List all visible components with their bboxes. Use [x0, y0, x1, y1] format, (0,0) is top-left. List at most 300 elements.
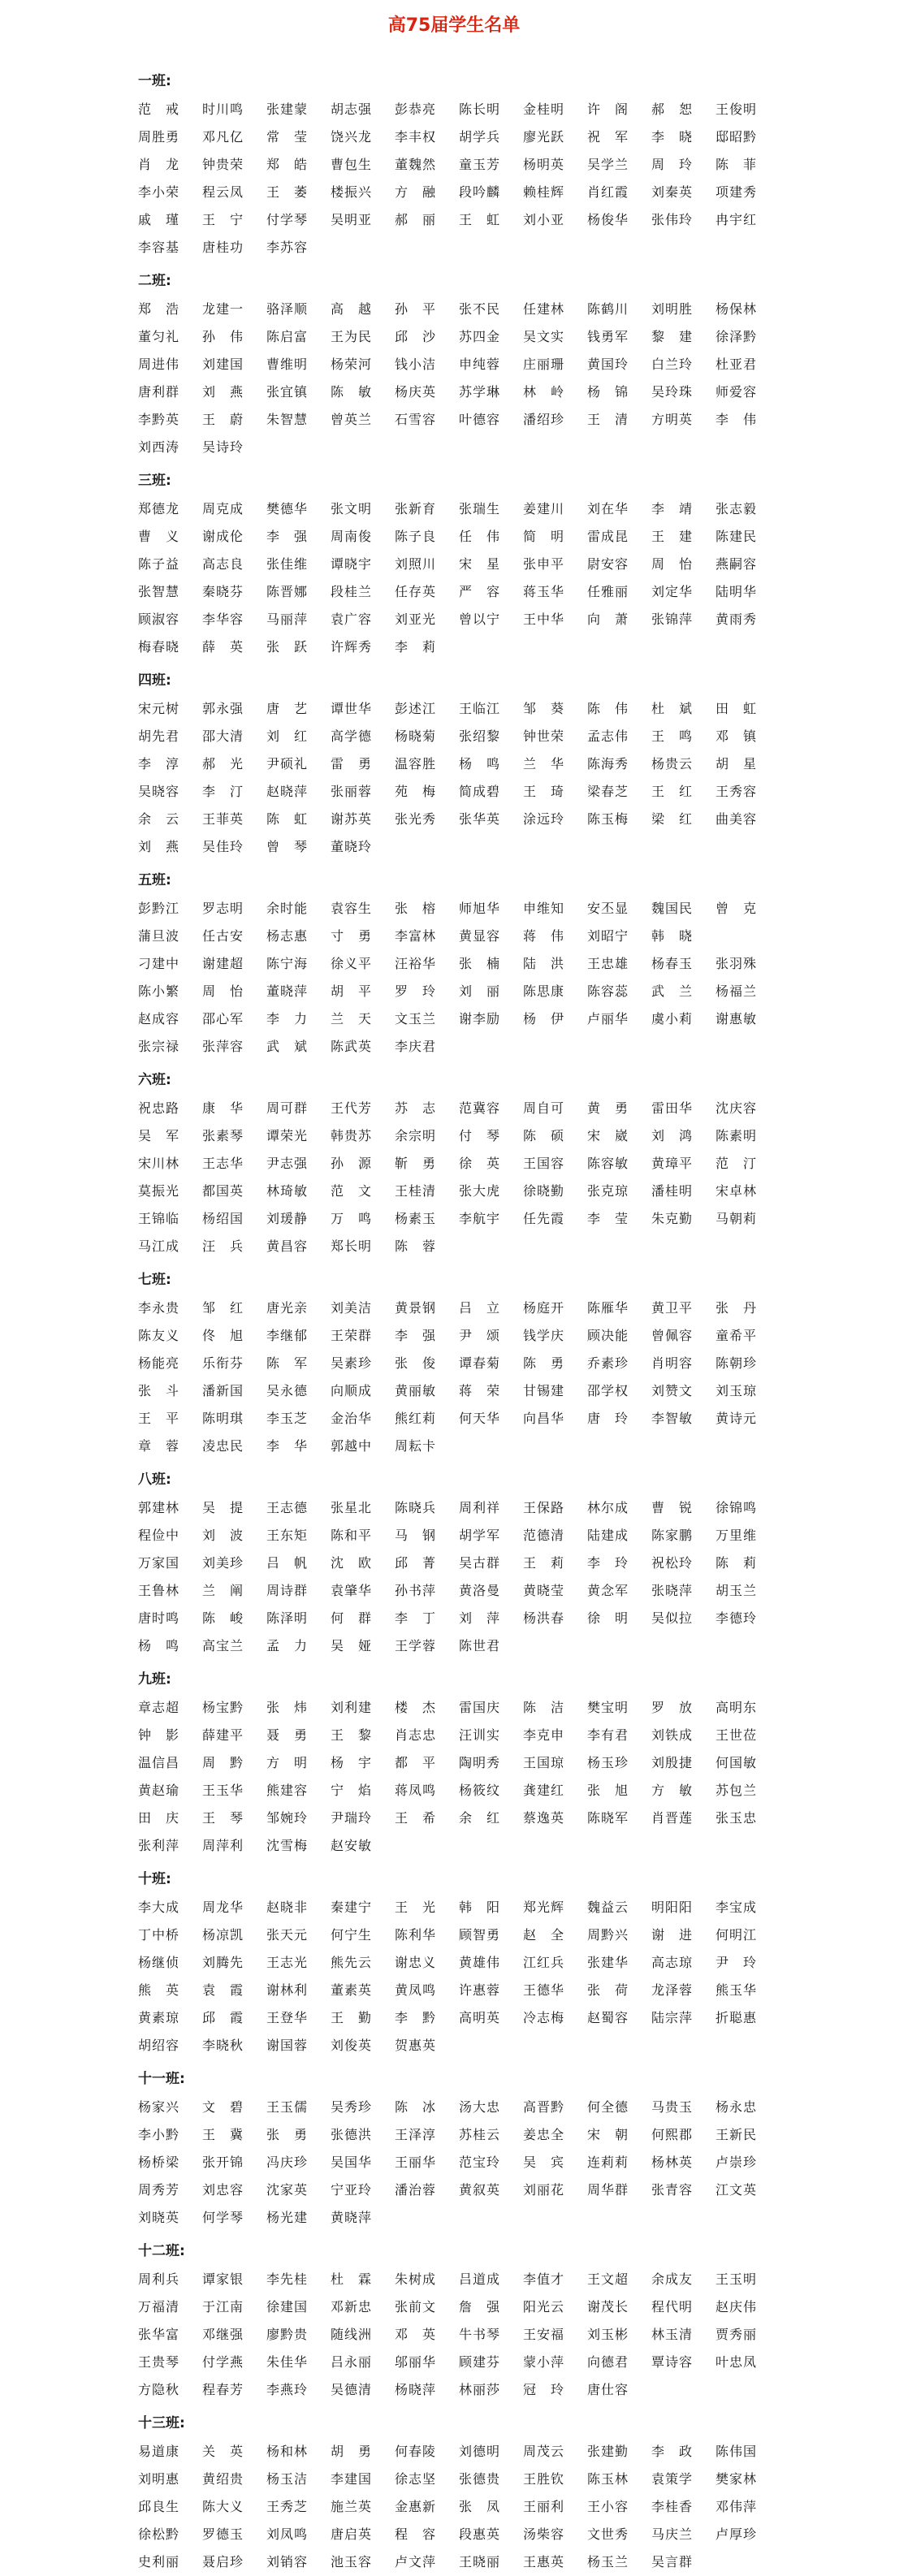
student-name: 张天元 — [266, 1927, 309, 1943]
student-name: 张伟玲 — [651, 212, 694, 227]
student-name: 吴似拉 — [651, 1610, 694, 1626]
student-name: 董晓萍 — [266, 983, 309, 999]
student-name: 王秀容 — [716, 784, 758, 799]
student-name: 王世莅 — [716, 1727, 758, 1743]
student-name: 袁肇华 — [331, 1583, 373, 1598]
student-name: 祝松玲 — [651, 1555, 694, 1571]
student-name: 贾秀丽 — [716, 2327, 758, 2342]
student-name: 雷成昆 — [587, 529, 629, 544]
student-name: 莫振光 — [138, 1183, 180, 1199]
student-name: 王 鸣 — [651, 728, 694, 744]
student-name: 万 鸣 — [331, 1211, 373, 1226]
student-name: 张锦萍 — [651, 612, 694, 627]
student-name: 武 兰 — [651, 983, 694, 999]
student-name: 张 勇 — [266, 2127, 309, 2142]
student-name: 邸昭黔 — [716, 129, 758, 145]
student-name: 陈 伟 — [587, 701, 629, 716]
student-name: 郝 恕 — [651, 102, 694, 117]
student-name: 陈子良 — [395, 529, 437, 544]
student-name: 黎 建 — [651, 329, 694, 344]
student-name: 杨玉珍 — [587, 1755, 629, 1770]
student-name: 王 萎 — [266, 184, 309, 200]
student-name: 黄念军 — [587, 1583, 629, 1598]
student-name: 宁 焰 — [331, 1783, 373, 1798]
student-name: 潘治蓉 — [395, 2182, 437, 2198]
student-name: 邱 沙 — [395, 329, 437, 344]
student-name: 陈武英 — [331, 1039, 373, 1054]
student-name: 谢苏英 — [331, 811, 373, 827]
student-name: 向昌华 — [523, 1411, 565, 1426]
student-name: 韩贵苏 — [331, 1128, 373, 1143]
student-name: 陈宁海 — [266, 956, 309, 971]
student-name: 程春芳 — [202, 2382, 244, 2397]
student-name: 刘俊英 — [331, 2038, 373, 2053]
student-name: 庄丽珊 — [523, 357, 565, 372]
student-grid — [138, 1095, 908, 1260]
class-list — [0, 44, 908, 2576]
student-name: 章 蓉 — [138, 1438, 180, 1454]
student-name: 李富林 — [395, 928, 437, 944]
student-name: 曾佩容 — [651, 1328, 694, 1343]
student-name: 杨庭开 — [523, 1300, 565, 1316]
student-name: 梅春晓 — [138, 639, 180, 655]
student-name: 金惠新 — [395, 2499, 437, 2514]
student-name: 陈 硕 — [523, 1128, 565, 1143]
student-name: 刘 红 — [266, 728, 309, 744]
student-name: 范德清 — [523, 1528, 565, 1543]
student-name: 温容胜 — [395, 756, 437, 772]
student-name: 杨春玉 — [651, 956, 694, 971]
student-name: 靳 勇 — [395, 1156, 437, 1171]
student-name: 吕道成 — [459, 2271, 501, 2287]
student-name: 谭晓宇 — [331, 556, 373, 572]
student-name: 王荣群 — [331, 1328, 373, 1343]
student-name: 袁策学 — [651, 2471, 694, 2487]
student-name: 范 文 — [331, 1183, 373, 1199]
student-name: 王 琴 — [202, 1810, 244, 1826]
student-name: 王 平 — [138, 1411, 180, 1426]
student-name: 万福清 — [138, 2299, 180, 2315]
student-name: 刘玉琼 — [716, 1383, 758, 1398]
student-name: 段惠英 — [459, 2526, 501, 2542]
student-name: 吕 立 — [459, 1300, 501, 1316]
student-name: 王晓丽 — [459, 2554, 501, 2570]
student-name: 刘美洁 — [331, 1300, 373, 1316]
student-name: 刘 鸿 — [651, 1128, 694, 1143]
student-name: 刘定华 — [651, 584, 694, 599]
student-name: 魏益云 — [587, 1900, 629, 1915]
student-name: 李宝成 — [716, 1900, 758, 1915]
student-grid — [138, 1694, 908, 1860]
student-name: 王俊明 — [716, 102, 758, 117]
class-heading: 三班: — [138, 473, 171, 489]
student-name: 吴诗玲 — [202, 439, 244, 455]
class-heading: 十三班: — [138, 2415, 185, 2431]
student-name: 熊建容 — [266, 1783, 309, 1798]
student-name: 凌忠民 — [202, 1438, 244, 1454]
student-name: 虞小莉 — [651, 1011, 694, 1027]
class-heading: 八班: — [138, 1472, 171, 1488]
student-name: 杨能亮 — [138, 1355, 180, 1371]
student-name: 罗志明 — [202, 901, 244, 916]
student-name: 王东矩 — [266, 1528, 309, 1543]
student-name: 刘明惠 — [138, 2471, 180, 2487]
student-name: 徐志坚 — [395, 2471, 437, 2487]
student-name: 李庆君 — [395, 1039, 437, 1054]
student-name: 周耘卡 — [395, 1438, 437, 1454]
student-name: 王中华 — [523, 612, 565, 627]
student-name: 张丽蓉 — [331, 784, 373, 799]
student-grid — [138, 495, 908, 661]
student-name: 高明英 — [459, 2010, 501, 2025]
student-grid — [138, 2094, 908, 2232]
student-name: 覃诗容 — [651, 2354, 694, 2370]
student-name: 师爱容 — [716, 384, 758, 400]
class-section — [138, 2409, 908, 2576]
class-section — [138, 466, 908, 661]
student-name: 张建华 — [587, 1955, 629, 1970]
student-name: 文世秀 — [587, 2526, 629, 2542]
student-name: 向顺成 — [331, 1383, 373, 1398]
student-name: 温信昌 — [138, 1755, 180, 1770]
student-name: 陈玉梅 — [587, 811, 629, 827]
student-name: 黄绍贵 — [202, 2471, 244, 2487]
student-name: 赵庆伟 — [716, 2299, 758, 2315]
student-name: 卢厚珍 — [716, 2526, 758, 2542]
student-grid — [138, 96, 908, 261]
student-name: 刘瑗静 — [266, 1211, 309, 1226]
student-name: 张 榕 — [395, 901, 437, 916]
student-name: 王秀芝 — [266, 2499, 309, 2514]
student-name: 刘赞文 — [651, 1383, 694, 1398]
class-section — [138, 1865, 908, 2060]
student-name: 项建秀 — [716, 184, 758, 200]
student-name: 贺惠英 — [395, 2038, 437, 2053]
student-name: 李永贵 — [138, 1300, 180, 1316]
student-name: 张新育 — [395, 501, 437, 516]
student-name: 吴佳玲 — [202, 839, 244, 854]
student-name: 陈 峻 — [202, 1610, 244, 1626]
student-name: 阳光云 — [523, 2299, 565, 2315]
student-name: 张素琴 — [202, 1128, 244, 1143]
student-name: 马庆兰 — [651, 2526, 694, 2542]
student-name: 周黔兴 — [587, 1927, 629, 1943]
student-name: 施兰英 — [331, 2499, 373, 2514]
student-name: 冷志梅 — [523, 2010, 565, 2025]
student-name: 李小黔 — [138, 2127, 180, 2142]
student-name: 王 勤 — [331, 2010, 373, 2025]
student-name: 许 阁 — [587, 102, 629, 117]
student-name: 陈长明 — [459, 102, 501, 117]
student-name: 李建国 — [331, 2471, 373, 2487]
class-heading: 十班: — [138, 1871, 171, 1887]
student-name: 白兰玲 — [651, 357, 694, 372]
student-name: 王国容 — [523, 1156, 565, 1171]
student-name: 何春陵 — [395, 2444, 437, 2459]
student-name: 杨和林 — [266, 2444, 309, 2459]
student-name: 樊德华 — [266, 501, 309, 516]
student-name: 唐 艺 — [266, 701, 309, 716]
student-name: 刘殷捷 — [651, 1755, 694, 1770]
student-name: 李航宇 — [459, 1211, 501, 1226]
student-name: 陈泽明 — [266, 1610, 309, 1626]
student-name: 郝 光 — [202, 756, 244, 772]
class-heading: 五班: — [138, 872, 171, 888]
student-grid — [138, 2266, 908, 2404]
student-name: 陈建民 — [716, 529, 758, 544]
student-name: 田 虹 — [716, 701, 758, 716]
student-name: 尹志强 — [266, 1156, 309, 1171]
student-name: 王锦临 — [138, 1211, 180, 1226]
student-name: 童玉芳 — [459, 157, 501, 172]
student-name: 段桂兰 — [331, 584, 373, 599]
student-name: 孙 伟 — [202, 329, 244, 344]
student-name: 甘锡建 — [523, 1383, 565, 1398]
student-name: 唐桂功 — [202, 240, 244, 255]
student-name: 陈 蓉 — [395, 1238, 437, 1254]
student-name: 刘 萍 — [459, 1610, 501, 1626]
student-name: 廖光跃 — [523, 129, 565, 145]
student-name: 胡 勇 — [331, 2444, 373, 2459]
student-name: 寸 勇 — [331, 928, 373, 944]
student-name: 宋 朝 — [587, 2127, 629, 2142]
student-name: 叶德容 — [459, 412, 501, 427]
student-name: 乐衔芬 — [202, 1355, 244, 1371]
student-name: 张华英 — [459, 811, 501, 827]
student-name: 杨晓菊 — [395, 728, 437, 744]
student-name: 林丽莎 — [459, 2382, 501, 2397]
student-name: 熊 英 — [138, 1982, 180, 1998]
student-name: 黄璋平 — [651, 1156, 694, 1171]
student-name: 王玉明 — [716, 2271, 758, 2287]
student-name: 谢忠义 — [395, 1955, 437, 1970]
student-name: 曾 克 — [716, 901, 758, 916]
student-grid — [138, 2438, 908, 2576]
student-name: 吴 军 — [138, 1128, 180, 1143]
student-name: 董魏然 — [395, 157, 437, 172]
student-name: 都国英 — [202, 1183, 244, 1199]
class-heading: 二班: — [138, 273, 171, 289]
student-name: 沈 欧 — [331, 1555, 373, 1571]
student-name: 刘昭宁 — [587, 928, 629, 944]
student-name: 张智慧 — [138, 584, 180, 599]
student-name: 魏国民 — [651, 901, 694, 916]
student-name: 李 丁 — [395, 1610, 437, 1626]
student-name: 李 力 — [266, 1011, 309, 1027]
class-heading: 九班: — [138, 1671, 171, 1688]
student-name: 肖志忠 — [395, 1727, 437, 1743]
student-name: 邓继强 — [202, 2327, 244, 2342]
student-name: 刘凤鸣 — [266, 2526, 309, 2542]
student-name: 曹包生 — [331, 157, 373, 172]
student-name: 张建蒙 — [266, 102, 309, 117]
student-name: 龙建一 — [202, 301, 244, 317]
student-name: 杨晓萍 — [395, 2382, 437, 2397]
student-name: 邓 英 — [395, 2327, 437, 2342]
student-name: 张 旭 — [587, 1783, 629, 1798]
student-name: 戚 瑾 — [138, 212, 180, 227]
student-name: 黄诗元 — [716, 1411, 758, 1426]
student-name: 康 华 — [202, 1100, 244, 1116]
student-name: 赵 全 — [523, 1927, 565, 1943]
student-name: 吴秀珍 — [331, 2099, 373, 2115]
student-name: 杨筱纹 — [459, 1783, 501, 1798]
student-name: 李 华 — [266, 1438, 309, 1454]
student-name: 徐 明 — [587, 1610, 629, 1626]
student-name: 郭建林 — [138, 1500, 180, 1515]
student-name: 王志光 — [266, 1955, 309, 1970]
student-name: 范 戒 — [138, 102, 180, 117]
student-name: 林尔成 — [587, 1500, 629, 1515]
student-name: 秦建宁 — [331, 1900, 373, 1915]
student-name: 姜忠全 — [523, 2127, 565, 2142]
student-grid — [138, 895, 908, 1061]
student-name: 赵蜀容 — [587, 2010, 629, 2025]
student-name: 黄丽敏 — [395, 1383, 437, 1398]
student-name: 李 伟 — [716, 412, 758, 427]
student-name: 王登华 — [266, 2010, 309, 2025]
student-name: 程俭中 — [138, 1528, 180, 1543]
student-name: 刘在华 — [587, 501, 629, 516]
student-name: 杨保林 — [716, 301, 758, 317]
student-name: 张晓萍 — [651, 1583, 694, 1598]
student-name: 杨 锦 — [587, 384, 629, 400]
student-name: 童希平 — [716, 1328, 758, 1343]
student-name: 张 凤 — [459, 2499, 501, 2514]
student-name: 陶明秀 — [459, 1755, 501, 1770]
student-grid — [138, 296, 908, 461]
student-name: 何熙郡 — [651, 2127, 694, 2142]
student-name: 张玉忠 — [716, 1810, 758, 1826]
student-name: 刘腾先 — [202, 1955, 244, 1970]
student-name: 吴 娅 — [331, 1638, 373, 1653]
student-name: 吴 宾 — [523, 2155, 565, 2170]
student-name: 杨 宇 — [331, 1755, 373, 1770]
student-name: 邵心军 — [202, 1011, 244, 1027]
student-name: 叶忠凤 — [716, 2354, 758, 2370]
student-name: 李有君 — [587, 1727, 629, 1743]
student-name: 谢国蓉 — [266, 2038, 309, 2053]
student-name: 肖 龙 — [138, 157, 180, 172]
student-name: 王玉华 — [202, 1783, 244, 1798]
student-name: 王 宁 — [202, 212, 244, 227]
student-name: 李华容 — [202, 612, 244, 627]
student-name: 陈 勇 — [523, 1355, 565, 1371]
student-name: 李 强 — [395, 1328, 437, 1343]
student-name: 王惠英 — [523, 2554, 565, 2570]
student-name: 樊家林 — [716, 2471, 758, 2487]
student-name: 何明江 — [716, 1927, 758, 1943]
student-name: 秦晓芬 — [202, 584, 244, 599]
student-name: 谢林利 — [266, 1982, 309, 1998]
student-name: 张华富 — [138, 2327, 180, 2342]
student-name: 苏学琳 — [459, 384, 501, 400]
student-name: 吴永德 — [266, 1383, 309, 1398]
student-name: 李 莉 — [395, 639, 437, 655]
student-name: 陈雁华 — [587, 1300, 629, 1316]
student-name: 王文超 — [587, 2271, 629, 2287]
student-name: 陈伟国 — [716, 2444, 758, 2459]
student-name: 陈大义 — [202, 2499, 244, 2514]
student-name: 王 红 — [651, 784, 694, 799]
student-name: 黄国玲 — [587, 357, 629, 372]
student-name: 李苏容 — [266, 240, 309, 255]
student-name: 张申平 — [523, 556, 565, 572]
student-name: 石雪容 — [395, 412, 437, 427]
student-name: 张志毅 — [716, 501, 758, 516]
student-name: 王 建 — [651, 529, 694, 544]
student-name: 高明东 — [716, 1700, 758, 1715]
student-name: 刘 燕 — [138, 839, 180, 854]
student-name: 宁亚玲 — [331, 2182, 373, 2198]
student-name: 陆 洪 — [523, 956, 565, 971]
student-name: 罗 放 — [651, 1700, 694, 1715]
student-name: 谭家银 — [202, 2271, 244, 2287]
student-name: 张绍黎 — [459, 728, 501, 744]
student-name: 周南俊 — [331, 529, 373, 544]
student-name: 袁广容 — [331, 612, 373, 627]
student-name: 高志良 — [202, 556, 244, 572]
student-name: 陈晋娜 — [266, 584, 309, 599]
student-name: 郭越中 — [331, 1438, 373, 1454]
student-name: 王保路 — [523, 1500, 565, 1515]
student-name: 张宗禄 — [138, 1039, 180, 1054]
class-section — [138, 2064, 908, 2232]
student-name: 王代芳 — [331, 1100, 373, 1116]
student-name: 周萍利 — [202, 1838, 244, 1853]
student-name: 时川鸣 — [202, 102, 244, 117]
student-name: 王 清 — [587, 412, 629, 427]
student-name: 随线洲 — [331, 2327, 373, 2342]
student-name: 杨福兰 — [716, 983, 758, 999]
student-name: 李 淳 — [138, 756, 180, 772]
student-name: 王鲁林 — [138, 1583, 180, 1598]
student-name: 刘秦英 — [651, 184, 694, 200]
student-name: 黄赵瑜 — [138, 1783, 180, 1798]
student-name: 董素英 — [331, 1982, 373, 1998]
student-name: 刘小亚 — [523, 212, 565, 227]
student-name: 任雅丽 — [587, 584, 629, 599]
student-name: 李 强 — [266, 529, 309, 544]
student-name: 李玉芝 — [266, 1411, 309, 1426]
student-name: 陈小繁 — [138, 983, 180, 999]
student-name: 沈雪梅 — [266, 1838, 309, 1853]
student-name: 佟 旭 — [202, 1328, 244, 1343]
student-name: 高 越 — [331, 301, 373, 317]
student-name: 周 怡 — [202, 983, 244, 999]
student-name: 李小荣 — [138, 184, 180, 200]
student-name: 燕嗣容 — [716, 556, 758, 572]
student-name: 余成友 — [651, 2271, 694, 2287]
student-name: 陈 敏 — [331, 384, 373, 400]
student-name: 李 晓 — [651, 129, 694, 145]
student-name: 王 冀 — [202, 2127, 244, 2142]
student-name: 杨志惠 — [266, 928, 309, 944]
student-name: 沈家英 — [266, 2182, 309, 2198]
student-name: 简 明 — [523, 529, 565, 544]
student-name: 吴玲珠 — [651, 384, 694, 400]
student-name: 王小容 — [587, 2499, 629, 2514]
student-name: 彭恭亮 — [395, 102, 437, 117]
student-name: 黄叙英 — [459, 2182, 501, 2198]
student-name: 曹 锐 — [651, 1500, 694, 1515]
student-name: 王丽华 — [395, 2155, 437, 2170]
student-name: 余 红 — [459, 1810, 501, 1826]
student-name: 骆泽顺 — [266, 301, 309, 317]
student-name: 谭春菊 — [459, 1355, 501, 1371]
student-name: 马贵玉 — [651, 2099, 694, 2115]
student-name: 张羽殊 — [716, 956, 758, 971]
